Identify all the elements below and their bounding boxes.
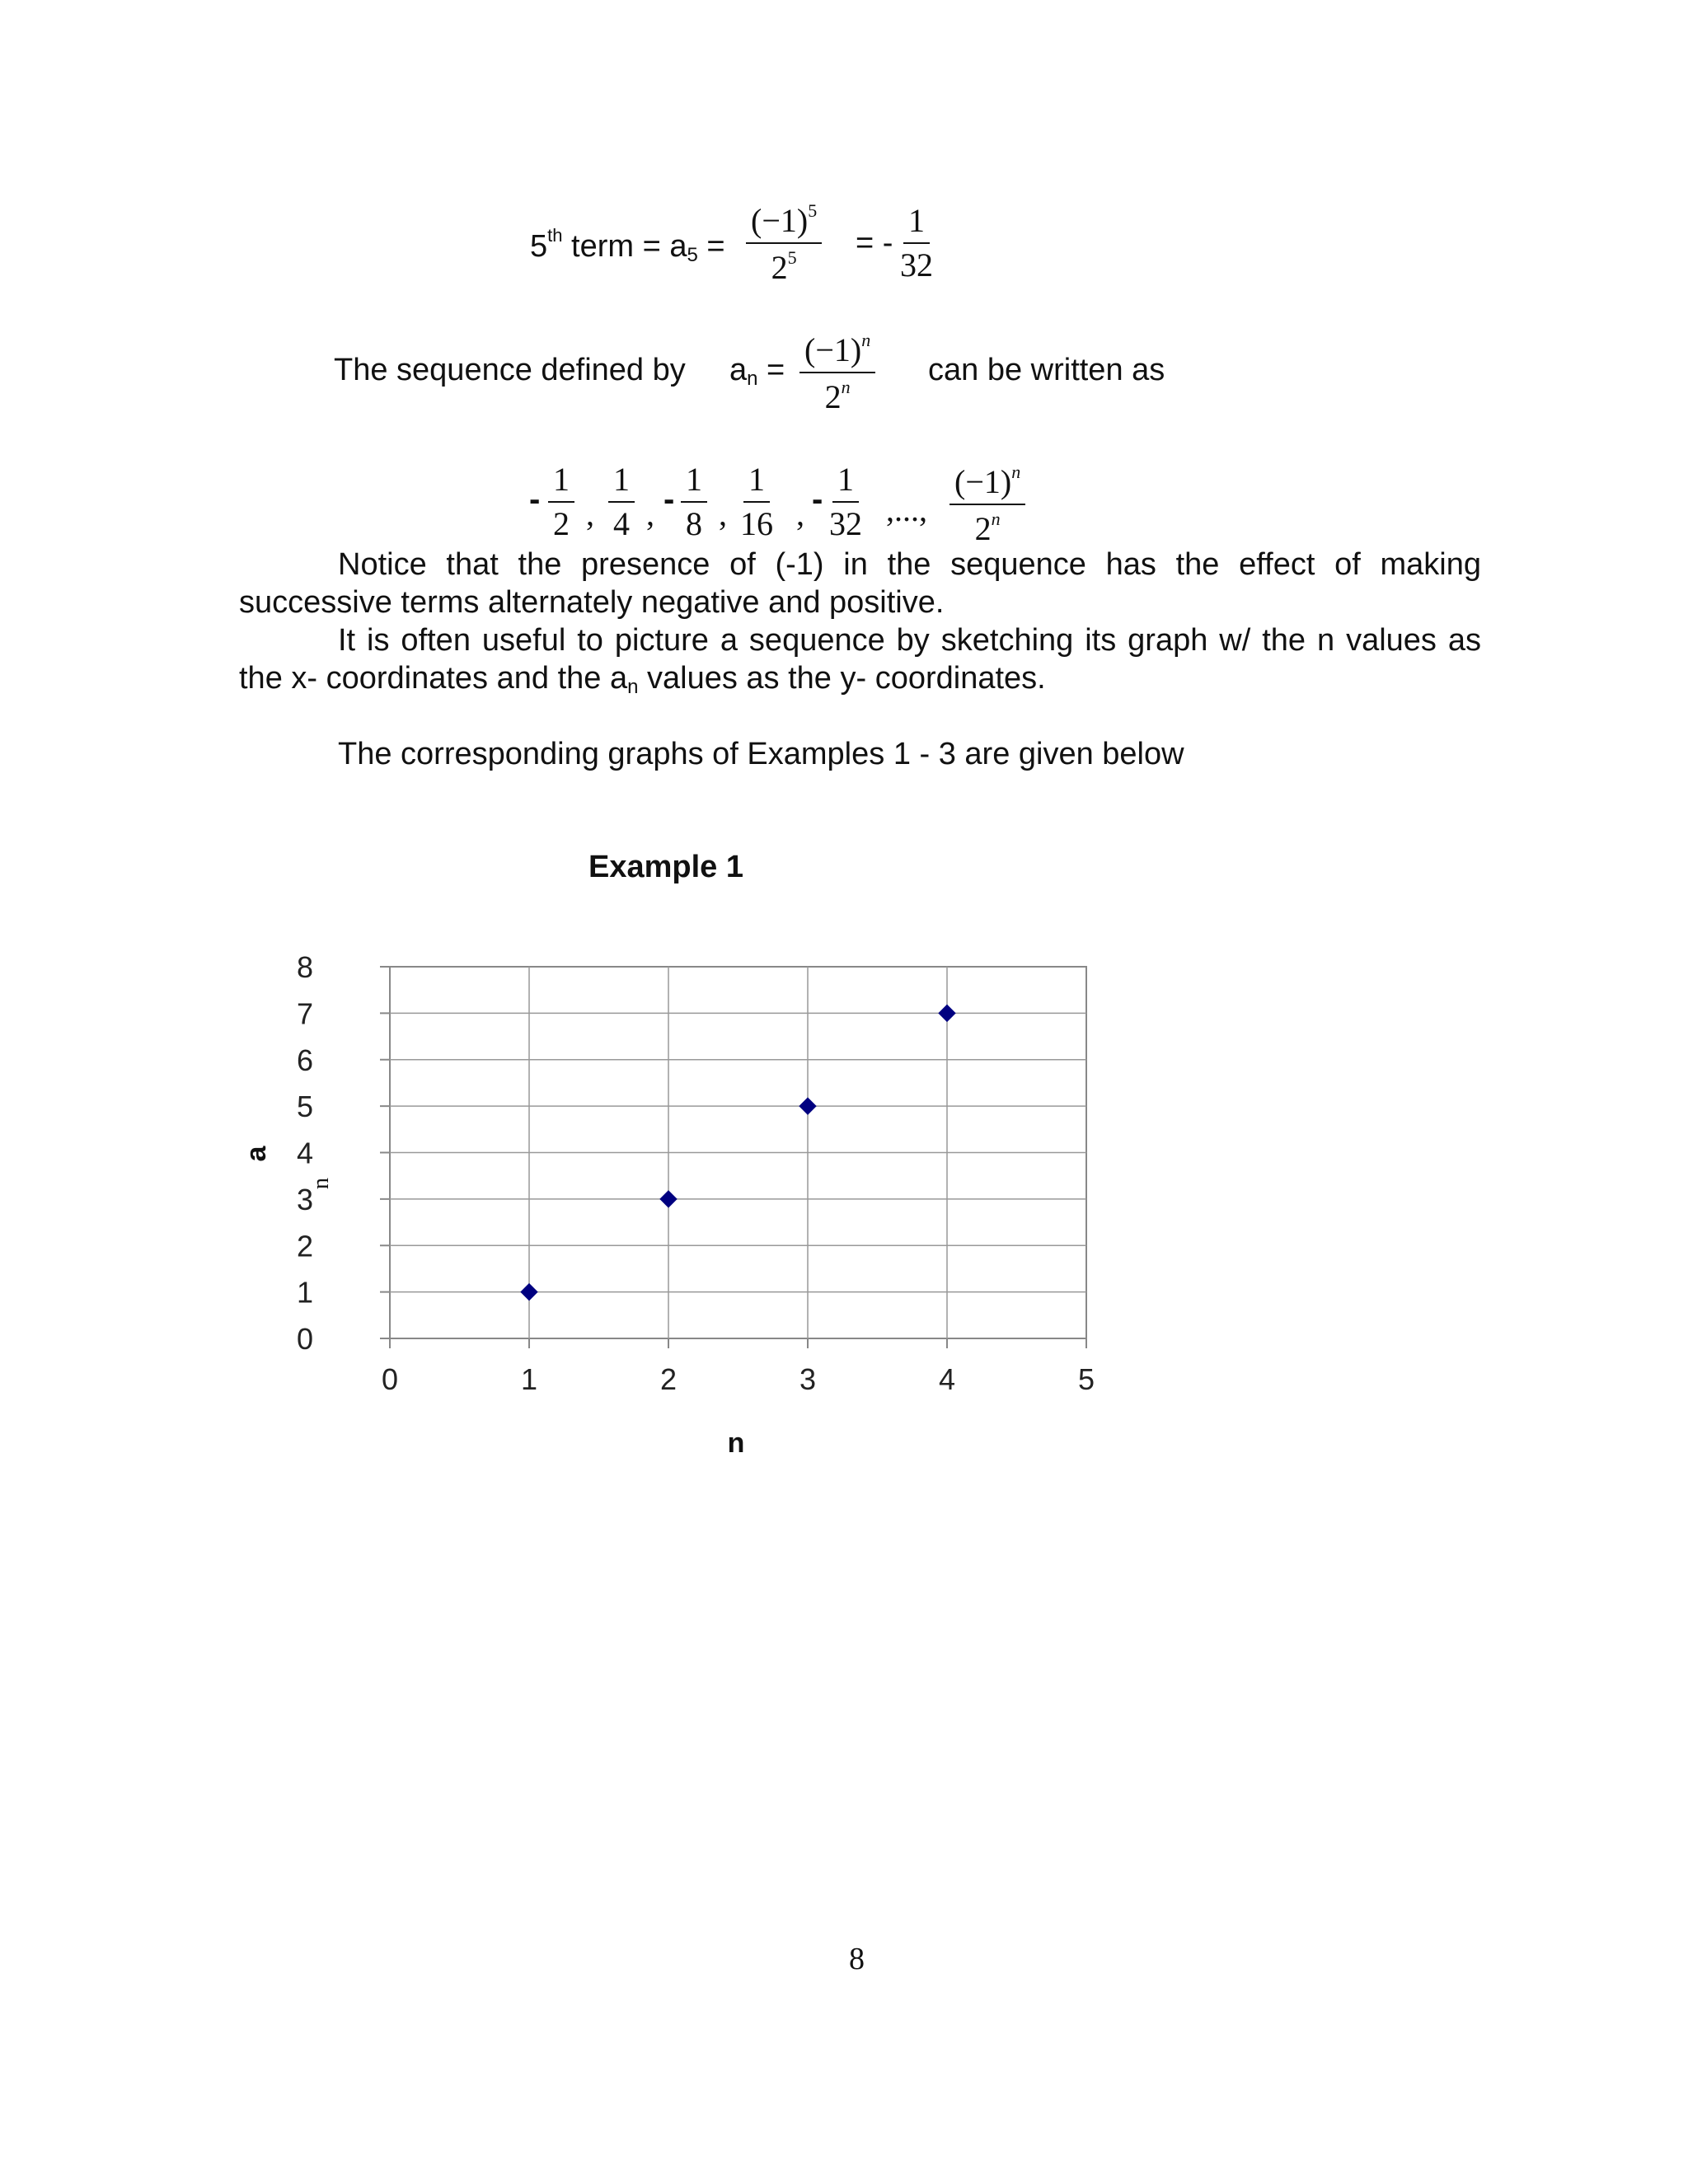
y-tick-label: 7 xyxy=(296,996,314,1031)
term-sign: - xyxy=(663,481,675,518)
x-tick-label: 1 xyxy=(520,1362,538,1396)
term-fraction: $\frac{1}{8}$ xyxy=(681,463,707,541)
y-tick-label: 2 xyxy=(296,1229,314,1263)
chart-ticks xyxy=(297,950,1095,1396)
term-separator: , xyxy=(646,495,654,532)
y-axis-label: a xyxy=(241,1146,272,1162)
paragraph-examples: The corresponding graphs of Examples 1 - 3 are given below xyxy=(338,737,1184,771)
y-axis-label-subscript: n xyxy=(308,1178,334,1189)
fifth-term-result-fraction: $\frac{1}{32}$ xyxy=(900,202,933,284)
fifth-term-fraction: $\frac{(-1)^5}{2^5}$ xyxy=(746,202,822,284)
data-point xyxy=(799,1098,816,1114)
term-ellipsis: ,..., xyxy=(886,491,927,528)
fifth-term-label: 5th term = $a_5$ = xyxy=(530,225,725,266)
term-separator: , xyxy=(796,495,804,532)
sequence-general-fraction: $\frac{(-1)^n}{2^n}$ xyxy=(799,331,875,414)
term-sign: - xyxy=(812,481,823,518)
series-general-fraction: $\frac{(-1)^n}{2^n}$ xyxy=(950,463,1025,546)
term-sign: - xyxy=(529,481,541,518)
term-separator: , xyxy=(719,495,727,532)
sequence-definition-tail: can be written as xyxy=(928,353,1165,387)
data-point xyxy=(660,1191,677,1207)
data-point xyxy=(939,1005,955,1021)
chart-title: Example 1 xyxy=(588,850,743,884)
term-fraction: $\frac{1}{32}$ xyxy=(829,461,862,542)
x-tick-label: 5 xyxy=(1077,1362,1095,1396)
example-1-chart xyxy=(0,824,1688,1648)
data-point xyxy=(521,1284,537,1301)
x-axis-label: n xyxy=(727,1427,745,1459)
y-tick-label: 0 xyxy=(296,1322,314,1356)
x-tick-label: 3 xyxy=(799,1362,817,1396)
y-tick-label: 4 xyxy=(296,1136,314,1170)
y-tick-label: 6 xyxy=(296,1043,314,1077)
sequence-definition-an: $a_n$ = xyxy=(729,353,785,390)
paragraph-notice: Notice that the presence of (-1) in the sequence has the effect of making successive terms alternately negative and positive. xyxy=(239,547,1481,620)
sequence-definition-text: The sequence defined by xyxy=(334,353,686,387)
x-tick-label: 4 xyxy=(938,1362,956,1396)
y-tick-label: 5 xyxy=(296,1090,314,1124)
page-number: 8 xyxy=(849,1942,865,1976)
y-tick-label: 8 xyxy=(296,950,314,984)
fifth-term-equals: = - xyxy=(856,226,893,260)
term-fraction: $\frac{1}{16}$ xyxy=(740,461,773,542)
y-tick-label: 3 xyxy=(296,1182,314,1216)
x-tick-label: 2 xyxy=(659,1362,678,1396)
paragraph-graph-intro: It is often useful to picture a sequence by sketching its graph w/ the n values as the x- coordinates and the $a_n$ values as the y- coordinates. xyxy=(239,623,1481,698)
x-tick-label: 0 xyxy=(381,1362,399,1396)
term-separator: , xyxy=(586,495,594,532)
term-fraction: $\frac{1}{4}$ xyxy=(608,463,635,541)
y-tick-label: 1 xyxy=(296,1275,314,1310)
chart-grid xyxy=(390,967,1086,1338)
term-fraction: $\frac{1}{2}$ xyxy=(548,463,574,541)
